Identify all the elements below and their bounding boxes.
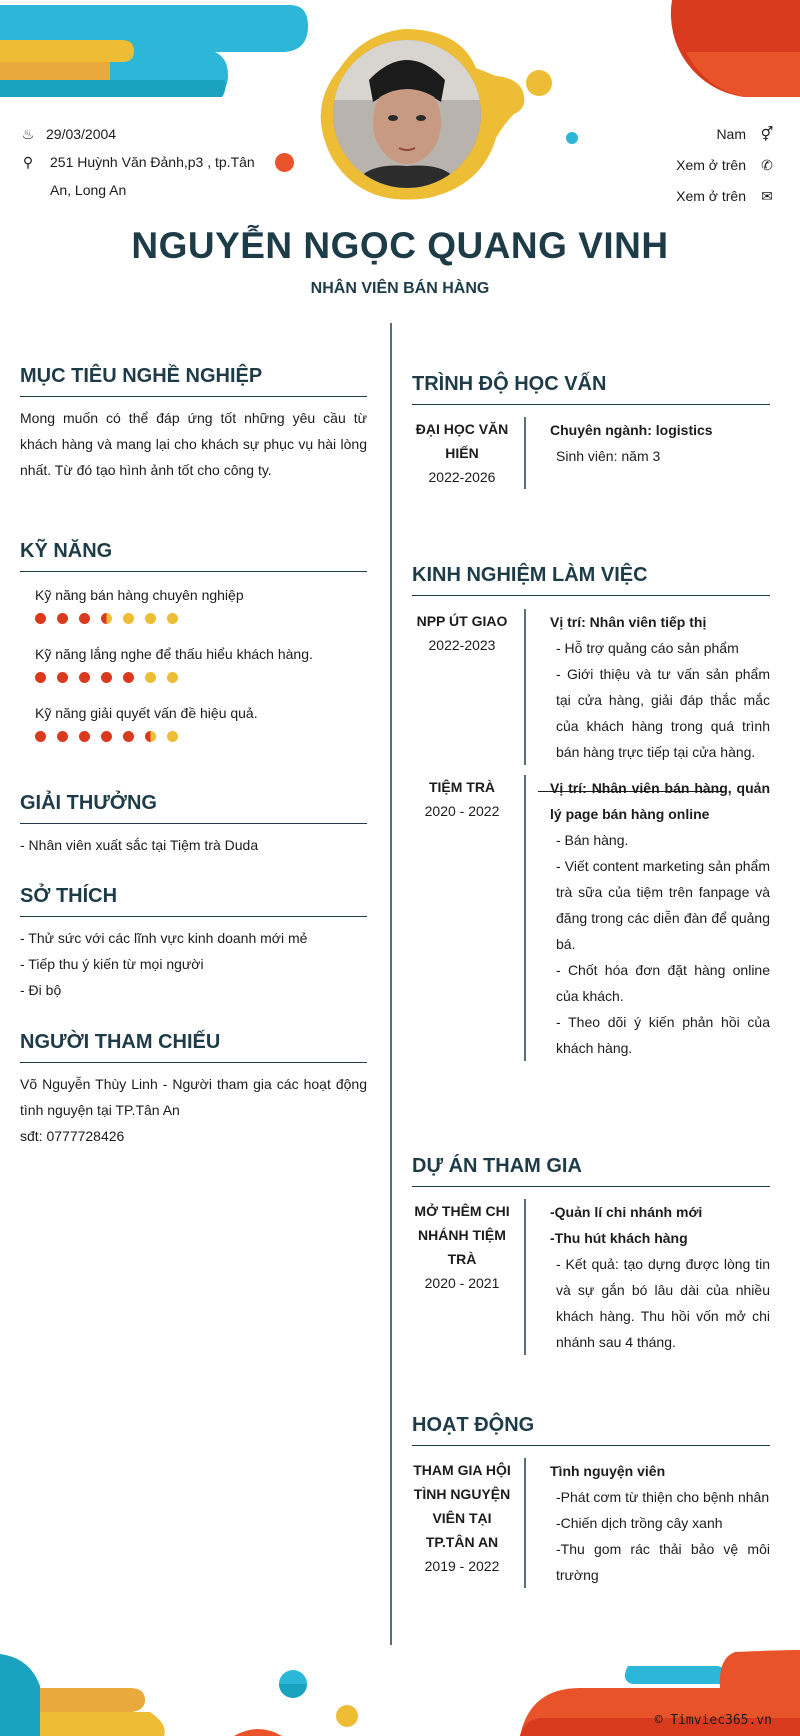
project-head: -Thu hút khách hàng — [550, 1230, 688, 1246]
projects-title: DỰ ÁN THAM GIA — [412, 1155, 770, 1187]
skill-label: Kỹ năng bán hàng chuyên nghiệp — [35, 587, 244, 603]
red-dot-decoration — [275, 153, 294, 172]
email-text: Xem ở trên — [676, 188, 746, 204]
project-name: MỞ THÊM CHI NHÁNH TIỆM TRÀ — [414, 1203, 510, 1267]
skill-level-dot — [145, 731, 156, 742]
entry-divider — [524, 417, 526, 489]
study-year: Sinh viên: năm 3 — [556, 448, 661, 464]
skill-level-dot — [35, 731, 46, 742]
skill-item — [20, 644, 367, 684]
objective-section — [20, 365, 367, 483]
activity-detail: -Thu gom rác thải bảo vệ môi trường — [556, 1541, 770, 1583]
phone-text: Xem ở trên — [676, 157, 746, 173]
address-text: 251 Huỳnh Văn Đảnh,p3 , tp.Tân An, Long An — [50, 154, 255, 198]
awards-title: GIẢI THƯỞNG — [20, 792, 367, 824]
skills-section — [20, 540, 367, 762]
project-entry — [412, 1199, 770, 1355]
projects-section — [412, 1155, 770, 1355]
objective-title: MỤC TIÊU NGHỀ NGHIỆP — [20, 365, 367, 397]
experience-detail: - Chốt hóa đơn đặt hàng online của khách. — [556, 962, 770, 1004]
experience-section — [412, 564, 770, 1061]
skill-level-dot — [79, 613, 90, 624]
project-detail: - Kết quả: tạo dựng được lòng tin và sự gắn bó lâu dài của nhiều khách hàng. Thu hồi vốn mở chi nhánh sau 4 tháng. — [556, 1256, 770, 1350]
skill-label: Kỹ năng giải quyết vấn đề hiệu quả. — [35, 705, 258, 721]
experience-entry — [412, 609, 770, 765]
email-row — [676, 181, 776, 212]
skill-level-dot — [101, 672, 112, 683]
address-row — [20, 148, 272, 204]
avatar — [333, 40, 481, 188]
top-left-decoration — [0, 0, 320, 100]
bottom-left-decoration — [0, 1650, 380, 1736]
cake-icon: ♨ — [21, 126, 35, 142]
project-years: 2020 - 2021 — [424, 1275, 500, 1291]
phone-row — [676, 150, 776, 181]
job-title: NHÂN VIÊN BÁN HÀNG — [310, 280, 490, 297]
references-section — [20, 1031, 367, 1149]
skill-item — [20, 585, 367, 625]
school-years: 2022-2026 — [428, 469, 496, 485]
experience-detail: - Giới thiệu và tư vấn sản phẩm tại cửa hàng, giải đáp thắc mắc của khách hàng trong quá trình bán hàng trực tiếp tại cửa hàng. — [556, 666, 770, 760]
position: Vị trí: Nhân viên tiếp thị — [550, 614, 707, 630]
full-name: NGUYỄN NGỌC QUANG VINH — [131, 225, 669, 266]
education-entry — [412, 417, 770, 489]
footer-watermark: © Timviec365.vn — [654, 1713, 772, 1728]
skill-level-dot — [57, 672, 68, 683]
award-item: - Nhân viên xuất sắc tại Tiệm trà Duda — [20, 837, 259, 853]
skill-item — [20, 703, 367, 743]
company-years: 2022-2023 — [428, 637, 496, 653]
column-divider — [390, 323, 392, 1645]
gender-text: Nam — [716, 126, 746, 142]
experience-title: KINH NGHIỆM LÀM VIỆC — [412, 564, 770, 596]
skill-label: Kỹ năng lắng nghe để thấu hiểu khách hàng. — [35, 646, 313, 662]
skill-level-dot — [167, 613, 178, 624]
project-head: -Quản lí chi nhánh mới — [550, 1204, 703, 1220]
company-name: TIỆM TRÀ — [428, 779, 496, 795]
gender-icon: ⚥ — [760, 126, 774, 142]
entry-divider — [524, 775, 526, 1061]
skills-title: KỸ NĂNG — [20, 540, 367, 572]
avatar-portrait-icon — [333, 40, 481, 188]
company-name: NPP ÚT GIAO — [416, 613, 508, 629]
skill-level-dot — [57, 613, 68, 624]
entry-divider — [524, 609, 526, 765]
education-section — [412, 373, 770, 489]
experience-detail: - Hỗ trợ quảng cáo sản phẩm — [556, 640, 739, 656]
reference-phone: sđt: 0777728426 — [20, 1128, 125, 1144]
skill-level-dot — [167, 672, 178, 683]
skill-level-dot — [123, 731, 134, 742]
major: Chuyên ngành: logistics — [550, 422, 713, 438]
hobbies-section — [20, 885, 367, 1003]
hobby-item: - Thử sức với các lĩnh vực kinh doanh mới mẻ — [20, 930, 308, 946]
activity-head: Tình nguyện viên — [550, 1463, 666, 1479]
skill-level-dot — [57, 731, 68, 742]
experience-detail: - Viết content marketing sản phẩm trà sữa của tiệm trên fanpage và đăng trong các diễn đàn để quảng bá. — [556, 858, 770, 952]
activity-detail: -Chiến dịch trồng cây xanh — [556, 1515, 723, 1531]
objective-text: Mong muốn có thể đáp ứng tốt những yêu cầu từ khách hàng và mang lại cho khách sự phục vụ hài lòng nhất. Từ đó tạo hình ảnh tốt cho công ty. — [20, 410, 367, 478]
entry-divider — [524, 1199, 526, 1355]
birthday-text: 29/03/2004 — [46, 126, 117, 142]
top-right-decoration — [660, 0, 800, 100]
skill-level-dots — [35, 672, 367, 684]
skill-level-dots — [35, 731, 367, 743]
skill-level-dot — [167, 731, 178, 742]
experience-detail: - Bán hàng. — [556, 832, 629, 848]
skill-level-dot — [145, 613, 156, 624]
skill-level-dot — [35, 672, 46, 683]
position: Vị trí: Nhân viên bán hàng, quản lý page bán hàng online — [550, 780, 770, 822]
gender-row — [716, 119, 776, 150]
skill-level-dot — [101, 613, 112, 624]
envelope-icon: ✉ — [761, 188, 773, 204]
activity-org: THAM GIA HỘI TÌNH NGUYỆN VIÊN TẠI TP.TÂN AN — [413, 1462, 511, 1550]
experience-detail: - Theo dõi ý kiến phản hồi của khách hàng. — [556, 1014, 770, 1056]
school-name: ĐẠI HỌC VĂN HIẾN — [415, 421, 509, 461]
location-pin-icon: ⚲ — [22, 154, 34, 170]
activities-title: HOẠT ĐỘNG — [412, 1414, 770, 1446]
birthday-row — [20, 120, 116, 148]
hobbies-title: SỞ THÍCH — [20, 885, 367, 917]
entry-divider — [524, 1458, 526, 1588]
activity-entry — [412, 1458, 770, 1588]
hobby-item: - Đi bộ — [20, 982, 62, 998]
skill-level-dot — [79, 672, 90, 683]
activity-detail: -Phát cơm từ thiện cho bệnh nhân — [556, 1489, 770, 1505]
skill-level-dots — [35, 613, 367, 625]
hobby-item: - Tiếp thu ý kiến từ mọi người — [20, 956, 204, 972]
references-title: NGƯỜI THAM CHIẾU — [20, 1031, 367, 1063]
skill-level-dot — [123, 613, 134, 624]
awards-section — [20, 792, 367, 858]
skill-level-dot — [101, 731, 112, 742]
education-title: TRÌNH ĐỘ HỌC VẤN — [412, 373, 770, 405]
skill-level-dot — [35, 613, 46, 624]
company-years: 2020 - 2022 — [424, 803, 500, 819]
experience-entry — [412, 775, 770, 1061]
reference-text: Võ Nguyễn Thùy Linh - Người tham gia các hoạt động tình nguyện tại TP.Tân An — [20, 1076, 367, 1118]
skill-level-dot — [123, 672, 134, 683]
phone-icon: ✆ — [761, 157, 773, 173]
skill-level-dot — [79, 731, 90, 742]
activity-years: 2019 - 2022 — [424, 1558, 500, 1574]
skill-level-dot — [145, 672, 156, 683]
activities-section — [412, 1414, 770, 1588]
skills-list — [20, 585, 367, 743]
